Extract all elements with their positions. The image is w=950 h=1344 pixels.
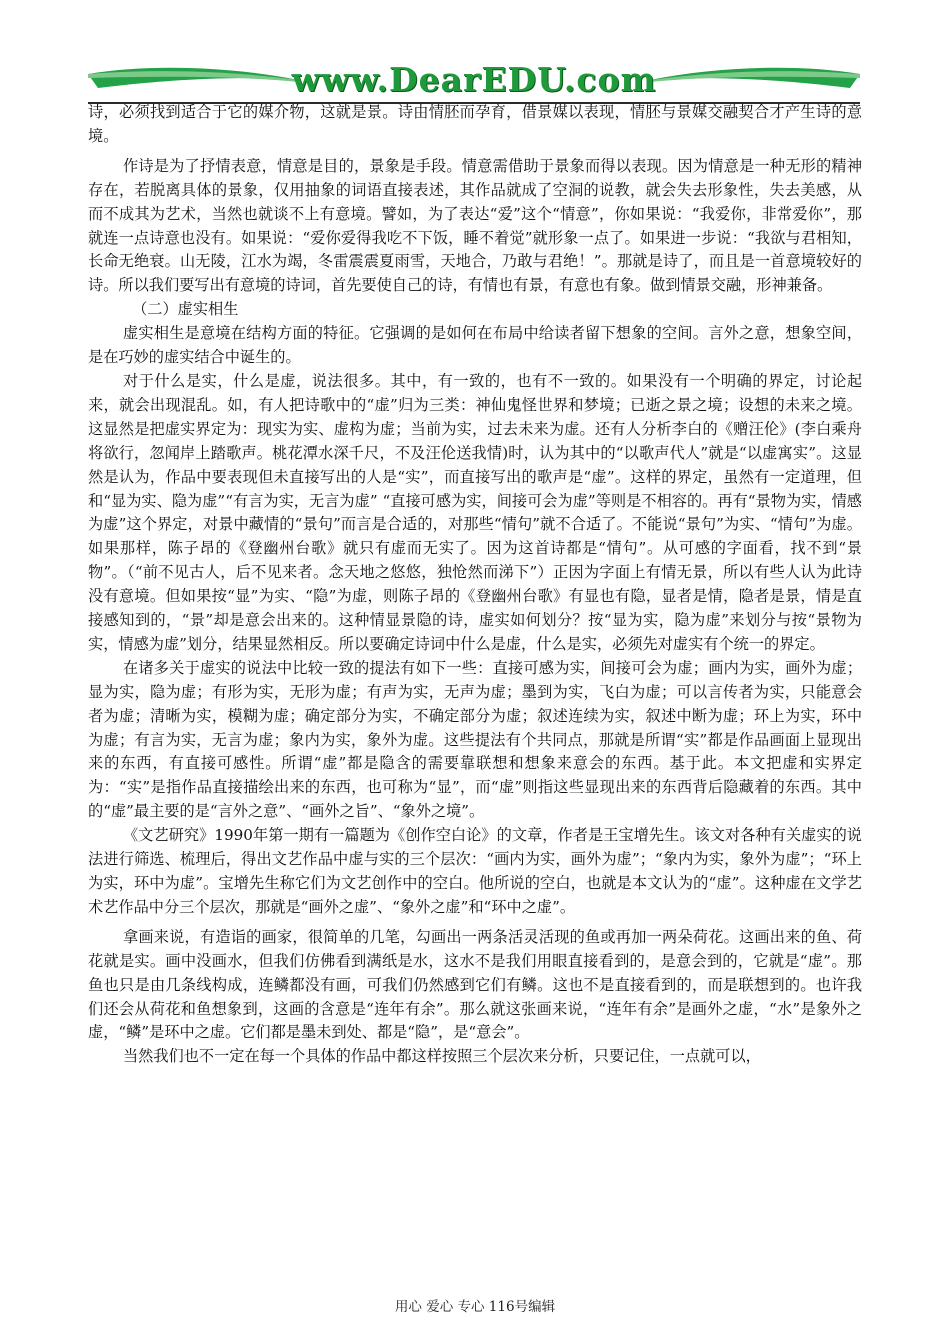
paragraph: 在诸多关于虚实的说法中比较一致的提法有如下一些：直接可感为实，间接可会为虚；画内为实，画外为虚；显为实，隐为虚；有形为实，无形为虚；有声为实，无声为虚；墨到为实，飞白为虚；可以言传者为实，只能意会者为虚；清晰为实，模糊为虚；确定部分为实，不确定部分为虚；叙述连续为实，叙述中断为虚；环上为实，环中为虚；有言为实，无言为虚；象内为实，象外为虚。这些提法有个共同点，那就是所谓“实”都是作品画面上显现出来的东西，有直接可感性。所谓“虚”都是隐含的需要靠联想和想象来意会的东西。基于此。本文把虚和实界定为：“实”是指作品直接描绘出来的东西，也可称为“显”，而“虚”则指这些显现出来的东西背后隐藏着的东西。其中的“虚”最主要的是“言外之意”、“画外之旨”、“象外之境”。: [88, 658, 862, 821]
paragraph: 虚实相生是意境在结构方面的特征。它强调的是如何在布局中给读者留下想象的空间。言外之意，想象空间，是在巧妙的虚实结合中诞生的。: [88, 324, 862, 367]
paragraph: 《文艺研究》1990年第一期有一篇题为《创作空白论》的文章，作者是王宝增先生。该文对各种有关虚实的说法进行筛选、梳理后，得出文艺作品中虚与实的三个层次：“画内为实，画外为虚”；“象内为实，象外为虚”；“环上为实，环中为虚”。宝增先生称它们为文艺创作中的空白。他所说的空白，也就是本文认为的“虚”。这种虚在文学艺术艺作品中分三个层次，那就是“画外之虚”、“象外之虚”和“环中之虚”。: [88, 826, 862, 916]
site-logo[interactable]: www.DearEDU.com: [291, 60, 657, 99]
paragraph: 作诗是为了抒情表意，情意是目的，景象是手段。情意需借助于景象而得以表现。因为情意是一种无形的精神存在，若脱离具体的景象，仅用抽象的词语直接表述，其作品就成了空洞的说教，就会失去形象性，失去美感，从而不成其为艺术，当然也就谈不上有意境。譬如，为了表达“爱”这个“情意”，你如果说：“我爱你，非常爱你”，那就连一点诗意也没有。如果说：“爱你爱得我吃不下饭，睡不着觉”就形象一点了。如果进一步说：“我欲与君相知，长命无绝衰。山无陵，江水为竭，冬雷震震夏雨雪，天地合，乃敢与君绝！”。那就是诗了，而且是一首意境较好的诗。所以我们要写出有意境的诗词，首先要使自己的诗，有情也有景，有意也有象。做到情景交融，形神兼备。: [88, 156, 862, 295]
paragraph: 当然我们也不一定在每一个具体的作品中都这样按照三个层次来分析，只要记住，一点就可以，: [122, 1047, 761, 1066]
page-footer: 用心 爱心 专心 116号编辑: [394, 1299, 556, 1315]
paragraph: 对于什么是实，什么是虚，说法很多。其中，有一致的，也有不一致的。如果没有一个明确的界定，讨论起来，就会出现混乱。如，有人把诗歌中的“虚”归为三类：神仙鬼怪世界和梦境；已逝之景之境；设想的未来之境。这显然是把虚实界定为：现实为实、虚构为虚；当前为实，过去未来为虚。还有人分析李白的《赠汪伦》(李白乘舟将欲行，忽闻岸上踏歌声。桃花潭水深千尺，不及汪伦送我情)时，认为其中的“以歌声代人”就是“以虚寓实”。这显然是认为，作品中要表现但未直接写出的人是“实”，而直接写出的歌声是“虚”。这样的界定，虽然有一定道理，但和“显为实、隐为虚”“有言为实，无言为虚” “直接可感为实，间接可会为虚”等则是不相容的。再有“景物为实，情感为虚”这个界定，对景中藏情的“景句”而言是合适的，对那些“情句”就不合适了。不能说“景句”为实、“情句”为虚。如果那样，陈子昂的《登幽州台歌》就只有虚而无实了。因为这首诗都是“情句”。从可感的字面看，找不到“景物”。（“前不见古人，后不见来者。念天地之悠悠，独怆然而涕下”）正因为字面上有情无景，所以有些人认为此诗没有意境。但如果按“显”为实、“隐”为虚，则陈子昂的《登幽州台歌》有显也有隐，显者是情，隐者是景，情是直接感知到的，“景”却是意会出来的。这种情显景隐的诗，虚实如何划分？按“显为实，隐为虚”来划分与按“景物为实，情感为虚”划分，结果显然相反。所以要确定诗词中什么是虚，什么是实，必须先对虚实有个统一的界定。: [88, 371, 862, 653]
article-body: [88, 101, 862, 1069]
section-heading: （二）虚实相生: [132, 300, 239, 319]
paragraph: 拿画来说，有造诣的画家，很简单的几笔，勾画出一两条活灵活现的鱼或再加一两朵荷花。这画出来的鱼、荷花就是实。画中没画水，但我们仿佛看到满纸是水，这水不是我们用眼直接看到的，是意会到的，它就是“虚”。那鱼也只是由几条线构成，连鳞都没有画，可我们仍然感到它们有鳞。这也不是直接看到的，而是联想到的。也许我们还会从荷花和鱼想象到，这画的含意是“连年有余”。那么就这张画来说，“连年有余”是画外之虚，“水”是象外之虚，“鳞”是环中之虚。它们都是墨未到处、都是“隐”，是“意会”。: [88, 927, 862, 1042]
site-header: [88, 58, 860, 104]
paragraph-continued: 诗，必须找到适合于它的媒介物，这就是景。诗由情胚而孕育，借景媒以表现，情胚与景媒交融契合才产生诗的意境。: [88, 103, 862, 145]
